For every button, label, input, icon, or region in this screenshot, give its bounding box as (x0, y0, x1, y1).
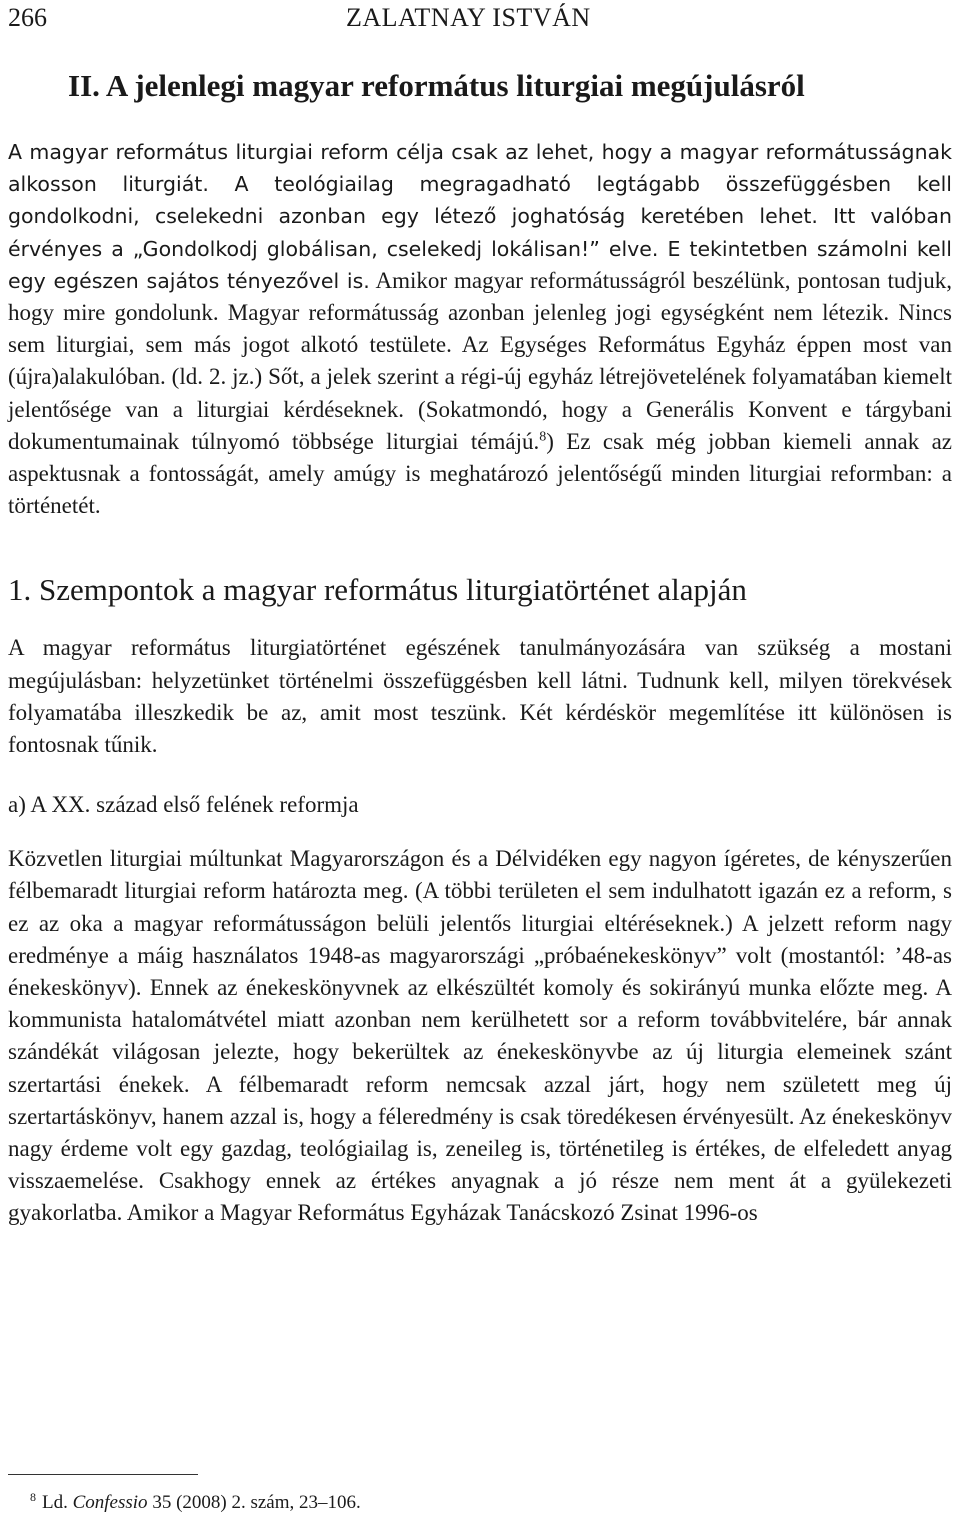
subsection-title: 1. Szempontok a magyar református liturgiatörténet alapján (8, 572, 747, 608)
footnote-reference[interactable]: 8 (539, 429, 547, 445)
paragraph-intro-tail: ) Ez csak még jobban kiemeli annak az aspektusnak a fontosságát, amely amúgy is meghatározó jelentőségű minden liturgiai reformban: a történetét. (8, 428, 953, 519)
footnote-journal: Confessio (72, 1492, 148, 1513)
paragraph-history: A magyar református liturgiatörténet egészének tanulmányozására van szükség a mostani megújulásban: helyzetünket történelmi összefüggésben kell látni. Tudnunk kell, milyen törekvések folyamatába illeszkedik be az, amit most teszünk. Két kérdéskör megemlítése itt különösen is fontosnak tűnik. (8, 635, 952, 758)
footnote-number: 8 (30, 1489, 36, 1504)
footnote-divider (8, 1474, 198, 1475)
paragraph-intro-rest: Amikor magyar reformátusságról beszélünk, pontosan tudjuk, hogy mire gondolunk. Magyar reformátusság azonban jelenleg jogi egységként nem létezik. Nincs sem liturgiai, sem más jogot alkotó testülete. Az Egységes Református Egyház éppen most van (újra)alakulóban. (ld. 2. jz.) Sőt, a jelek szerint a régi-új egyház létrejövetelének folyamatában kiemelt jelentősége van a liturgiai kérdéseknek. (Sokatmondó, hogy a Generális Konvent e tárgybani dokumentumainak túlnyomó többsége liturgiai témájú. (8, 267, 952, 454)
footnote-prefix: Ld. (42, 1492, 73, 1513)
subheading-a: a) A XX. század első felének reformja (8, 792, 359, 818)
running-head (8, 0, 952, 44)
page-number: 266 (8, 3, 47, 32)
footnote (30, 1490, 361, 1516)
footnote-suffix: 35 (2008) 2. szám, 23–106. (147, 1492, 361, 1513)
paragraph-reform: Közvetlen liturgiai múltunkat Magyarországon és a Délvidéken egy nagyon ígéretes, de kényszerűen félbemaradt liturgiai reform határozta meg. (A többi területen el sem indulhatott igazán ez a reform, s ez az oka a magyar reformátusságon belüli jelentős liturgiai eltéréseknek.) A jelzett reform nagy eredménye a máig használatos 1948-as magyarországi „próbaénekeskönyv” volt (mostantól: ’48-as énekeskönyv). Ennek az énekeskönyvnek az elkészültét komoly és sokirányú munka előzte meg. A kommunista hatalomátvétel miatt azonban nem kerülhetett sor a reform továbbvitelére, bár annak szándékát világosan jelezte, hogy bekerültek az énekeskönyvbe az új liturgia elemeinek szánt szertartási énekek. A félbemaradt reform nemcsak azzal járt, hogy nem született meg új szertartáskönyv, hanem azzal is, hogy a féleredmény is csak töredékesen érvényesült. Az énekeskönyv nagy érdeme volt egy gazdag, teológiailag is, zeneileg is, történetileg is értékes, de elfeledett anyag visszaemelése. Csakhogy ennek az értékes anyagnak a jó része nem ment át a gyülekezeti gyakorlatba. Amikor a Magyar Református Egyházak Tanácskozó Zsinat 1996-os (8, 846, 952, 1226)
page (8, 0, 952, 1230)
paragraph-intro (8, 136, 952, 522)
section-title: II. A jelenlegi magyar református liturgiai megújulásról (68, 68, 805, 103)
running-title: ZALATNAY ISTVÁN (346, 3, 591, 32)
paragraph-intro-sans-part: A magyar református liturgiai reform célja csak az lehet, hogy a magyar reformátusságnak alkosson liturgiát. A teológiailag megragadható legtágabb összefüggésben kell gondolkodni, cselekedni azonban egy létező joghatóság keretében lehet. Itt valóban érvényes a „Gondolkodj globálisan, cselekedj lokálisan!” elve. E tekintetben számolni kell egy egészen sajátos tényezővel is. (8, 140, 952, 293)
